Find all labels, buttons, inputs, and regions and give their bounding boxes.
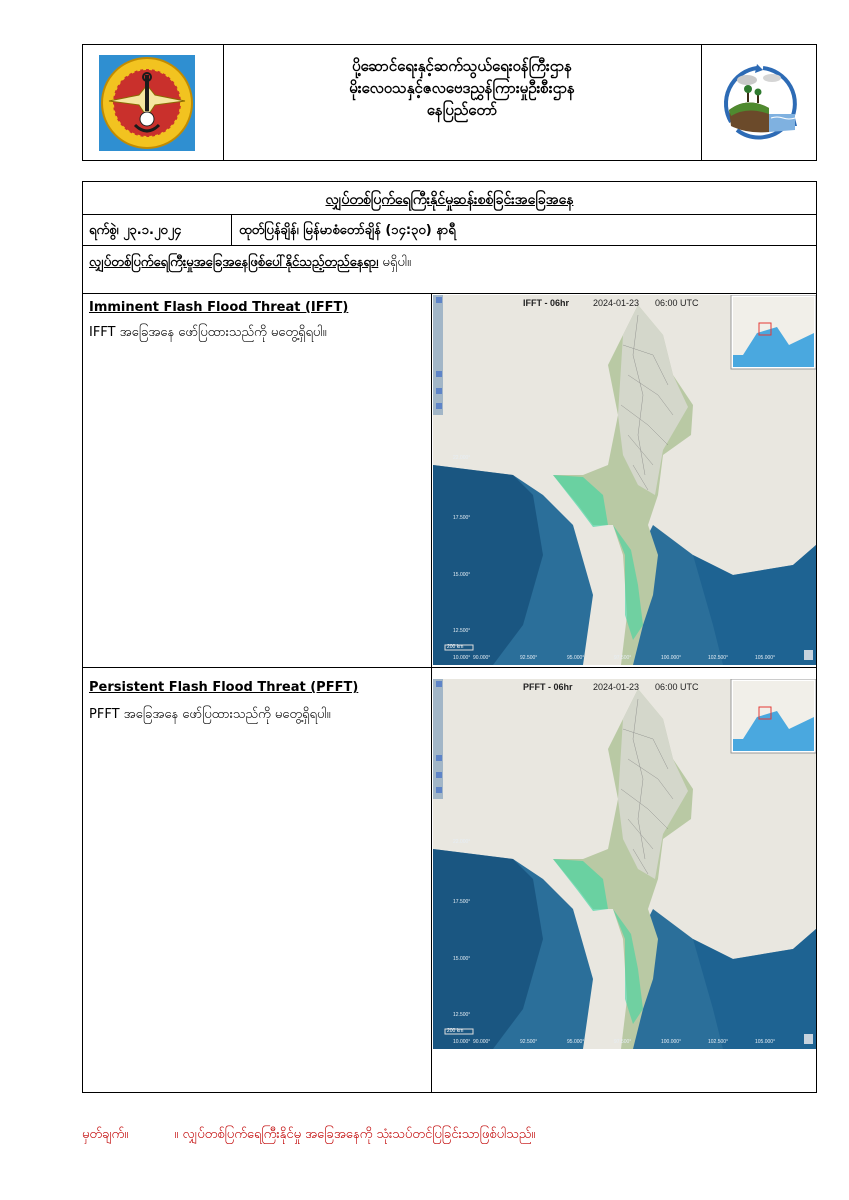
ifft-lon-label: 92.500° [520, 655, 538, 661]
ifft-map-graphic [433, 295, 816, 665]
ifft-lat-label: 15.000° [453, 572, 471, 578]
pfft-lon-label: 100.000° [661, 1039, 682, 1045]
ifft-lat-label: 17.500° [453, 515, 471, 521]
department-emblem [99, 55, 195, 151]
pfft-lon-label: 105.000° [755, 1039, 776, 1045]
department-name: မိုးလေဝသနှင့်ဇလဗေဒညွှန်ကြားမှုဦးစီးဌာန [349, 79, 575, 97]
risk-area-label: လျှပ်တစ်ပြက်ရေကြီးမှုအခြေအနေဖြစ်ပေါ်နိုင်သည့်တည်နေရာ၊ [89, 255, 379, 270]
pfft-map-scale: 200 km [447, 1028, 464, 1034]
pfft-lat-label: 12.500° [453, 1012, 471, 1018]
ifft-map-scale: 200 km [447, 644, 464, 650]
header-table [82, 44, 817, 161]
pfft-lon-label: 102.500° [708, 1039, 729, 1045]
pfft-map-date: 2024-01-23 [593, 682, 640, 692]
report-date: ရက်စွဲ၊ ၂၃.၁.၂၀၂၄ [89, 223, 182, 238]
pfft-map-label: PFFT - 06hr [523, 682, 573, 692]
ifft-lat-label: 22.000° [453, 455, 471, 461]
footer-note [82, 1126, 535, 1145]
ministry-name: ပို့ဆောင်ရေးနှင့်ဆက်သွယ်ရေးဝန်ကြီးဌာန [352, 57, 572, 75]
pfft-map [433, 679, 816, 1049]
pfft-map-time: 06:00 UTC [655, 682, 699, 692]
ifft-lon-label: 105.000° [755, 655, 776, 661]
risk-area-row [89, 254, 411, 273]
report-heading: လျှပ်တစ်ပြက်ရေကြီးနိုင်မှုဆန်းစစ်ခြင်းအခြေအနေ [325, 192, 574, 208]
pfft-lat-label: 10.000° [453, 1039, 471, 1045]
right-logo-cell [701, 45, 816, 160]
hydrological-cycle-logo [717, 60, 803, 146]
left-logo-cell [83, 45, 224, 160]
ifft-title: Imminent Flash Flood Threat (IFFT) [89, 300, 349, 315]
ifft-lat-label: 10.000° [453, 655, 471, 661]
ifft-lat-label: 12.500° [453, 628, 471, 634]
ifft-lon-label: 100.000° [661, 655, 682, 661]
pfft-lat-label: 17.500° [453, 899, 471, 905]
ifft-lon-label: 102.500° [708, 655, 729, 661]
footer-note-label: မှတ်ချက်။ [82, 1127, 129, 1142]
pfft-lon-label: 90.000° [473, 1039, 491, 1045]
ifft-map-label: IFFT - 06hr [523, 298, 570, 308]
ifft-map-time: 06:00 UTC [655, 298, 699, 308]
pfft-lat-label: 22.000° [453, 839, 471, 845]
pfft-lon-label: 92.500° [520, 1039, 538, 1045]
header-title-cell [223, 45, 702, 160]
pfft-lon-label: 95.000° [567, 1039, 585, 1045]
ifft-status-text: IFFT အခြေအနေ ဖော်ပြထားသည်ကို မတွေ့ရှိရပါ။ [89, 325, 327, 340]
footer-note-text: ။ လျှပ်တစ်ပြက်ရေကြီးနိုင်မှု အခြေအနေကို သုံးသပ်တင်ပြခြင်းသာဖြစ်ပါသည်။ [174, 1127, 536, 1142]
ifft-lon-label: 97.500° [614, 655, 632, 661]
ifft-lon-label: 90.000° [473, 655, 491, 661]
issue-time: ထုတ်ပြန်ချိန်၊ မြန်မာစံတော်ချိန် (၁၄:၃၀) နာရီ [239, 223, 456, 238]
assessment-table [82, 181, 817, 1093]
pfft-lon-label: 97.500° [614, 1039, 632, 1045]
city-name: နေပြည်တော် [426, 101, 498, 119]
ifft-map [433, 295, 816, 665]
pfft-status-text: PFFT အခြေအနေ ဖော်ပြထားသည်ကို မတွေ့ရှိရပါ။ [89, 707, 331, 722]
pfft-title: Persistent Flash Flood Threat (PFFT) [89, 680, 359, 695]
pfft-map-graphic [433, 679, 816, 1049]
risk-area-value: မရှိပါ။ [382, 255, 411, 270]
pfft-lat-label: 15.000° [453, 956, 471, 962]
ifft-lon-label: 95.000° [567, 655, 585, 661]
ifft-map-date: 2024-01-23 [593, 298, 640, 308]
